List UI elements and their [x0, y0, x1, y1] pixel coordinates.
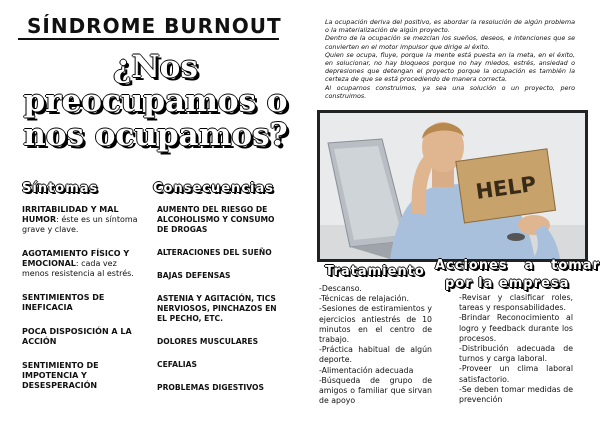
title-underline: [18, 38, 279, 40]
list-item: POCA DISPOSICIÓN A LA ACCIÓN: [22, 327, 132, 346]
list-item: AGOTAMIENTO FÍSICO Y EMOCIONAL: cada vez menos resistencia al estrés.: [22, 249, 134, 278]
acciones-heading-line2: por la empresa: [445, 276, 570, 291]
list-item: -Alimentación adecuada: [319, 365, 414, 375]
list-item: AUMENTO DEL RIESGO DE ALCOHOLISMO Y CONSUMO DE DROGAS: [157, 205, 275, 234]
list-item: PROBLEMAS DIGESTIVOS: [157, 383, 264, 392]
page-title: SÍNDROME BURNOUT: [27, 14, 282, 38]
sintomas-heading: Síntomas: [22, 181, 99, 196]
list-item: -Técnicas de relajación.: [319, 294, 409, 304]
list-item: BAJAS DEFENSAS: [157, 271, 231, 280]
list-item: -Se deben tomar medidas de prevención: [459, 384, 573, 405]
intro-paragraph: Quien se ocupa, fluye, porque la mente está puesta en la meta, en el éxito, en solucionar, no hay bloqueos porque no hay miedos, estrés, ansiedad o depresiones que detengan el proyecto porque la ocupación es también la certeza de que se está procediendo de manera correcta.: [325, 50, 575, 84]
list-item: IRRITABILIDAD Y MAL HUMOR: éste es un síntoma grave y clave.: [22, 205, 138, 234]
photo-illustration: [320, 113, 585, 259]
list-item: -Proveer un clima laboral satisfactorio.: [459, 364, 573, 384]
list-item: -Práctica habitual de algún deporte.: [319, 345, 432, 365]
list-item: -Sesiones de estiramientos y ejercicios antiestrés de 10 minutos en el centro de trabajo.: [319, 304, 432, 345]
stressed-worker-photo: [317, 110, 588, 262]
acciones-list: [459, 293, 573, 405]
tratamiento-list: [319, 284, 432, 406]
list-item: SENTIMIENTO DE IMPOTENCIA Y DESESPERACIÓN: [22, 361, 99, 390]
acciones-heading-line1: Acciones a tomar: [435, 258, 600, 273]
tratamiento-heading: Tratamiento: [325, 264, 425, 279]
consecuencias-heading: Consecuencias: [153, 181, 274, 196]
list-item: DOLORES MUSCULARES: [157, 337, 259, 346]
intro-paragraph: Al ocuparnos construimos, ya sea una solución o un proyecto, pero construimos.: [325, 83, 575, 100]
list-item: -Distribución adecuada de turnos y carga laboral.: [459, 344, 573, 364]
list-item: ALTERACIONES DEL SUEÑO: [157, 248, 272, 257]
sintomas-list: [22, 205, 140, 405]
help-sign-text: HELP: [474, 171, 538, 204]
intro-paragraph: La ocupación deriva del positivo, es abordar la resolución de algún problema o la materialización de algún proyecto.: [325, 18, 575, 35]
list-item: ASTENIA Y AGITACIÓN, TICS NERVIOSOS, PINCHAZOS EN EL PECHO, ETC.: [157, 294, 277, 323]
list-item: -Revisar y clasificar roles, tareas y responsabilidades.: [459, 293, 573, 313]
list-item: CEFALIAS: [157, 360, 197, 369]
list-item: -Brindar Reconocimiento al logro y feedback durante los procesos.: [459, 313, 573, 343]
consecuencias-list: [157, 205, 279, 406]
list-item: SENTIMIENTOS DE INEFICACIA: [22, 293, 105, 312]
intro-paragraph: Dentro de la ocupación se mezclan los sueños, deseos, e intenciones que se convierten en el motor impulsor que dirige al éxito.: [325, 34, 575, 51]
headline: ¿Nos preocupamos o nos ocupamos?: [23, 49, 288, 153]
list-item: -Descanso.: [319, 284, 362, 293]
list-item: -Búsqueda de grupo de amigos o familiar que sirvan de apoyo: [319, 375, 432, 406]
intro-text: [325, 18, 575, 100]
